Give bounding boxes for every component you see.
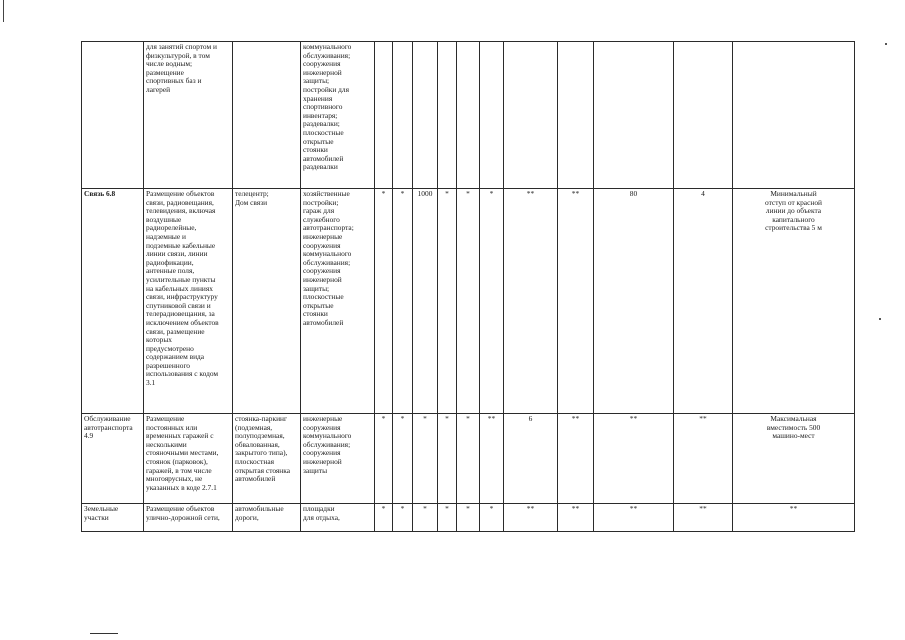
scan-speck bbox=[879, 318, 881, 320]
parameter-cell bbox=[674, 42, 733, 189]
auxiliary-objects-cell: коммунального обслуживания; сооружения инженерной защиты; постройки для хранения спортивного инвентаря; раздевалки; плоскостные открытые стоянки автомобилей раздевалки bbox=[301, 42, 375, 189]
parameter-cell: ** bbox=[504, 189, 558, 414]
parameter-cell bbox=[480, 42, 504, 189]
parameter-cell: * bbox=[375, 504, 393, 532]
parameter-cell: * bbox=[393, 504, 413, 532]
parameter-cell bbox=[457, 42, 480, 189]
parameter-cell bbox=[438, 42, 457, 189]
parameter-cell: ** bbox=[674, 414, 733, 504]
scan-edge-line bbox=[90, 633, 118, 634]
parameter-cell: 4 bbox=[674, 189, 733, 414]
note-cell: ** bbox=[733, 504, 855, 532]
parameter-cell: * bbox=[438, 504, 457, 532]
note-cell: Максимальная вместимость 500 машино-мест bbox=[733, 414, 855, 504]
table-row bbox=[82, 414, 855, 504]
parameter-cell bbox=[375, 42, 393, 189]
note-cell bbox=[733, 42, 855, 189]
parameter-cell: ** bbox=[594, 414, 674, 504]
parameter-cell: 1000 bbox=[413, 189, 438, 414]
parameter-cell: * bbox=[375, 189, 393, 414]
parameter-cell bbox=[504, 42, 558, 189]
parameter-cell: ** bbox=[558, 414, 594, 504]
main-objects-cell: телецентр; Дом связи bbox=[233, 189, 301, 414]
parameter-cell: * bbox=[438, 414, 457, 504]
auxiliary-objects-cell: площадки для отдыха, bbox=[301, 504, 375, 532]
zone-name-cell: Связь 6.8 bbox=[82, 189, 144, 414]
parameter-cell: ** bbox=[558, 189, 594, 414]
parameter-cell bbox=[413, 42, 438, 189]
parameter-cell: ** bbox=[504, 504, 558, 532]
parameter-cell: * bbox=[413, 504, 438, 532]
scan-speck bbox=[885, 43, 887, 45]
table-row bbox=[82, 189, 855, 414]
parameter-cell: * bbox=[480, 189, 504, 414]
description-cell: Размещение постоянных или временных гаражей с несколькими стояночными местами, стоянок (парковок), гаражей, в том числе многоярусных, не указанных в коде 2.7.1 bbox=[144, 414, 233, 504]
parameter-cell: ** bbox=[558, 504, 594, 532]
description-cell: Размещение объектов связи, радиовещания, телевидения, включая воздушные радиорелейные, надземные и подземные кабельные линии связи, линии радиофикации, антенные поля, усилительные пункты на кабельных линиях связи, инфраструктуру спутниковой связи и телерадиовещания, за исключением объектов связи, размещение которых предусмотрено содержанием вида разрешенного использования с кодом 3.1 bbox=[144, 189, 233, 414]
parameter-cell: * bbox=[457, 504, 480, 532]
description-cell: Размещение объектов улично-дорожной сети, bbox=[144, 504, 233, 532]
parameter-cell bbox=[393, 42, 413, 189]
parameter-cell: ** bbox=[480, 414, 504, 504]
parameter-cell bbox=[558, 42, 594, 189]
parameter-cell: * bbox=[457, 414, 480, 504]
parameter-cell: * bbox=[480, 504, 504, 532]
description-cell: для занятий спортом и физкультурой, в том числе водным; размещение спортивных баз и лагерей bbox=[144, 42, 233, 189]
parameter-cell: * bbox=[393, 189, 413, 414]
auxiliary-objects-cell: инженерные сооружения коммунального обслуживания; сооружения инженерной защиты bbox=[301, 414, 375, 504]
main-objects-cell: автомобильные дороги, bbox=[233, 504, 301, 532]
parameter-cell: * bbox=[393, 414, 413, 504]
zone-name-cell bbox=[82, 42, 144, 189]
parameter-cell: ** bbox=[674, 504, 733, 532]
parameter-cell: * bbox=[438, 189, 457, 414]
table-row bbox=[82, 504, 855, 532]
auxiliary-objects-cell: хозяйственные постройки; гараж для служебного автотранспорта; инженерные сооружения коммунального обслуживания; сооружения инженерной защиты; плоскостные открытые стоянки автомобилей bbox=[301, 189, 375, 414]
main-objects-cell bbox=[233, 42, 301, 189]
parameter-cell bbox=[594, 42, 674, 189]
parameter-cell: 80 bbox=[594, 189, 674, 414]
note-cell: Минимальный отступ от красной линии до объекта капитального строительства 5 м bbox=[733, 189, 855, 414]
parameter-cell: 6 bbox=[504, 414, 558, 504]
parameter-cell: * bbox=[413, 414, 438, 504]
scan-edge-line bbox=[3, 0, 4, 22]
main-objects-cell: стоянка-паркинг (подземная, полуподземная, обвалованная, закрытого типа), плоскостная открытая стоянка автомобилей bbox=[233, 414, 301, 504]
table-row bbox=[82, 42, 855, 189]
zone-name-cell: Обслуживание автотранспорта 4.9 bbox=[82, 414, 144, 504]
parameter-cell: * bbox=[375, 414, 393, 504]
zone-name-cell: Земельные участки bbox=[82, 504, 144, 532]
regulation-table bbox=[81, 41, 855, 532]
parameter-cell: ** bbox=[594, 504, 674, 532]
parameter-cell: * bbox=[457, 189, 480, 414]
